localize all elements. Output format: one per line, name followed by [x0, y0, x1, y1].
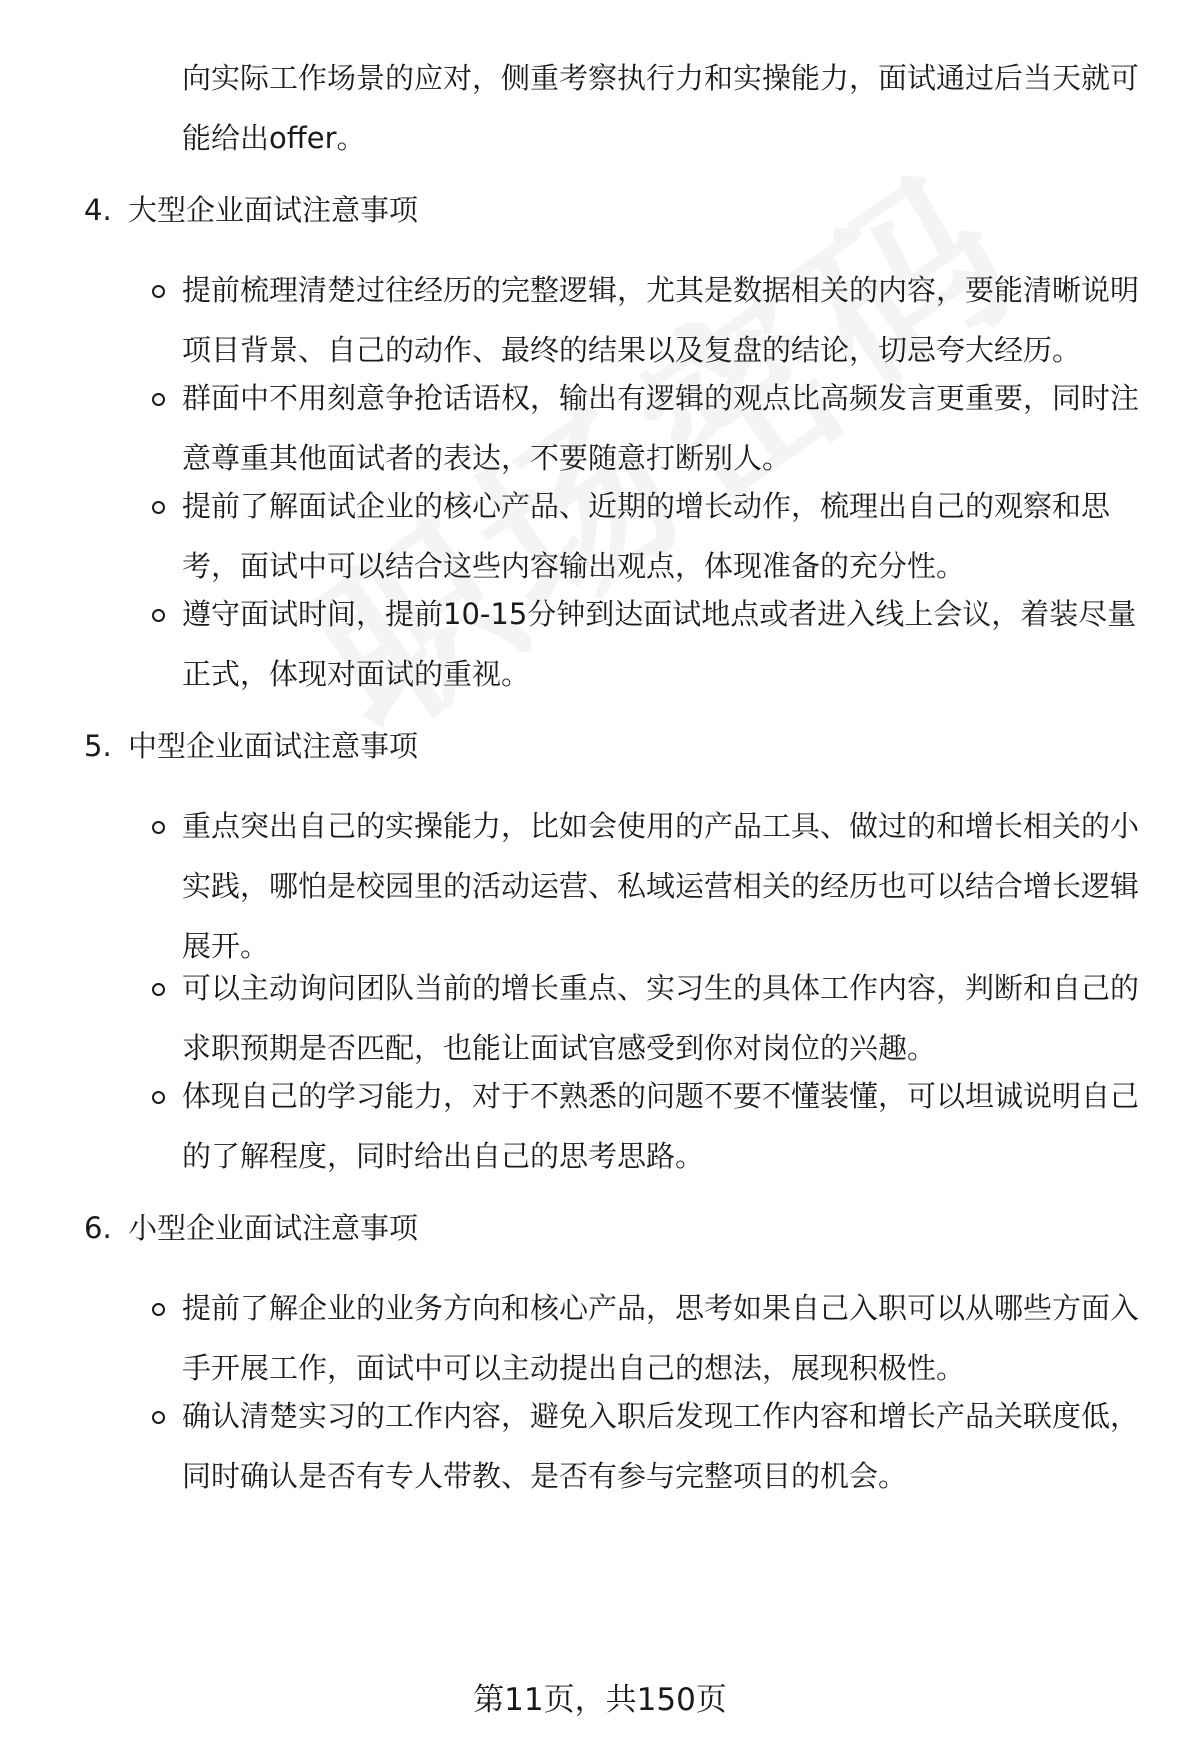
list-item: 确认清楚实习的工作内容，避免入职后发现工作内容和增长产品关联度低，同时确认是否有专人带教、是否有参与完整项目的机会。	[182, 1386, 1142, 1506]
list-item: 体现自己的学习能力，对于不熟悉的问题不要不懂装懂，可以坦诚说明自己的了解程度，同时给出自己的思考思路。	[182, 1066, 1142, 1186]
list-item: 遵守面试时间，提前10-15分钟到达面试地点或者进入线上会议，着装尽量正式，体现对面试的重视。	[182, 584, 1142, 704]
list-item: 提前了解企业的业务方向和核心产品，思考如果自己入职可以从哪些方面入手开展工作，面试中可以主动提出自己的想法，展现积极性。	[182, 1278, 1142, 1398]
intro-continuation: 向实际工作场景的应对，侧重考察执行力和实操能力，面试通过后当天就可能给出offer。	[182, 61, 1140, 155]
section-heading-5	[84, 716, 418, 776]
section-title: 中型企业面试注意事项	[128, 729, 419, 763]
section-number: 4.	[84, 193, 112, 227]
section-heading-4	[84, 180, 418, 240]
list-item: 提前了解面试企业的核心产品、近期的增长动作，梳理出自己的观察和思考，面试中可以结合这些内容输出观点，体现准备的充分性。	[182, 476, 1142, 596]
page-footer: 第11页，共150页	[473, 1682, 727, 1718]
list-item: 可以主动询问团队当前的增长重点、实习生的具体工作内容，判断和自己的求职预期是否匹配，也能让面试官感受到你对岗位的兴趣。	[182, 958, 1142, 1078]
list-item: 提前梳理清楚过往经历的完整逻辑，尤其是数据相关的内容，要能清晰说明项目背景、自己的动作、最终的结果以及复盘的结论，切忌夸大经历。	[182, 260, 1142, 380]
list-item: 重点突出自己的实操能力，比如会使用的产品工具、做过的和增长相关的小实践，哪怕是校园里的活动运营、私域运营相关的经历也可以结合增长逻辑展开。	[182, 796, 1142, 976]
section-number: 5.	[84, 729, 112, 763]
section-heading-6	[84, 1198, 418, 1258]
list-item: 群面中不用刻意争抢话语权，输出有逻辑的观点比高频发言更重要，同时注意尊重其他面试者的表达，不要随意打断别人。	[182, 368, 1142, 488]
section-title: 大型企业面试注意事项	[128, 193, 419, 227]
section-title: 小型企业面试注意事项	[128, 1211, 419, 1245]
section-number: 6.	[84, 1211, 112, 1245]
